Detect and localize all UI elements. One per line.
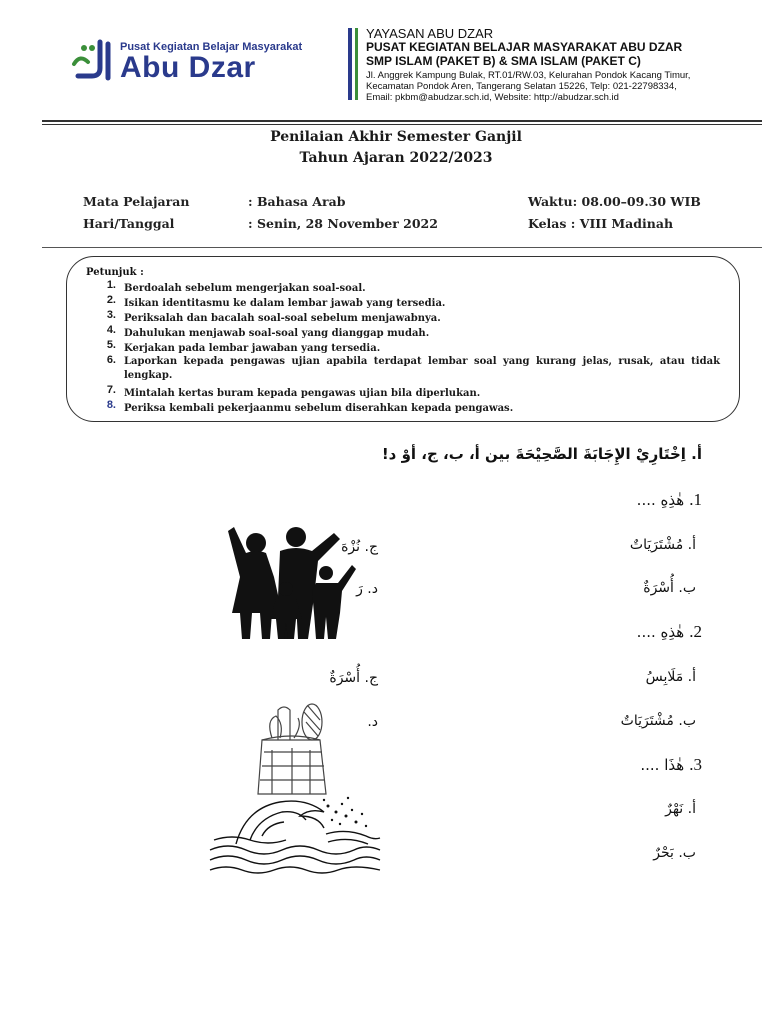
question-2 — [637, 622, 702, 642]
subject-value: : Bahasa Arab — [248, 194, 346, 209]
grocery-bag-icon — [232, 700, 342, 800]
option-d: د. رَ — [356, 581, 378, 597]
section-heading: أ. اِخْتَارِيْ الإِجَابَةَ الصَّحِيْحَةَ بين أ، ب، ج، أوْ د! — [381, 445, 702, 463]
question-number: 3. — [689, 755, 702, 774]
day-label: Hari/Tanggal — [83, 216, 175, 231]
exam-time: Waktu: 08.00–09.30 WIB — [528, 194, 701, 209]
foundation-name: YAYASAN ABU DZAR — [366, 26, 494, 41]
instruction-text: Dahulukan menjawab soal-soal yang dianggap mudah. — [124, 328, 430, 339]
instruction-text: Berdoalah sebelum mengerjakan soal-soal. — [124, 283, 366, 294]
class-info: Kelas : VIII Madinah — [528, 216, 674, 231]
instruction-text: Isikan identitasmu ke dalam lembar jawab yang tersedia. — [124, 298, 446, 309]
question-stem: هٰذَا .... — [640, 756, 685, 774]
institution-name: PUSAT KEGIATAN BELAJAR MASYARAKAT ABU DZAR — [366, 40, 683, 54]
question-1 — [637, 490, 702, 510]
subject-label: Mata Pelajaran — [83, 194, 190, 209]
option-c: ج. أُسْرَةٌ — [329, 670, 378, 686]
instructions-label: Petunjuk : — [86, 267, 144, 278]
instruction-number: 8. — [106, 399, 116, 411]
address-line: Jl. Anggrek Kampung Bulak, RT.01/RW.03, Kelurahan Pondok Kacang Timur, — [366, 70, 691, 81]
header-divider-blue — [348, 28, 352, 100]
question-number: 1. — [689, 490, 702, 509]
instruction-number: 5. — [106, 339, 116, 351]
header-rule-thin — [42, 124, 762, 125]
instruction-number: 4. — [106, 324, 116, 336]
instruction-text: Periksalah dan bacalah soal-soal sebelum menjawabnya. — [124, 313, 441, 324]
option-d: د. — [367, 714, 378, 730]
instruction-text: Mintalah kertas buram kepada pengawas ujian bila diperlukan. — [124, 388, 481, 399]
day-value: : Senin, 28 November 2022 — [248, 216, 438, 231]
info-rule — [42, 247, 762, 248]
option-b: ب. مُشْتَرَيَاتٌ — [620, 713, 696, 729]
option-a: أ. مُشْتَرَيَاتٌ — [629, 537, 696, 553]
logo-tagline: Pusat Kegiatan Belajar Masyarakat — [120, 41, 303, 53]
exam-year: Tahun Ajaran 2022/2023 — [299, 150, 493, 166]
option-c: ج. نُزْهَ — [341, 539, 378, 555]
logo-glyph-icon — [70, 38, 114, 86]
option-a: أ. نَهْرٌ — [665, 801, 696, 817]
header-rule — [42, 120, 762, 122]
logo-name: Abu Dzar — [120, 51, 256, 84]
family-icon — [222, 527, 358, 647]
question-number: 2. — [689, 622, 702, 641]
header-divider-green — [355, 28, 358, 100]
instruction-text: Periksa kembali pekerjaanmu sebelum diserahkan kepada pengawas. — [124, 403, 514, 414]
instruction-text: Laporkan kepada pengawas ujian apabila terdapat lembar soal yang kurang jelas, rusak, atau tidak lengkap. — [124, 356, 720, 381]
instruction-number: 3. — [106, 309, 116, 321]
question-stem: هٰذِهِ .... — [636, 623, 685, 641]
instruction-number: 2. — [106, 294, 116, 306]
instruction-text: Kerjakan pada lembar jawaban yang tersedia. — [124, 343, 381, 354]
sea-wave-icon — [206, 794, 384, 880]
school-programs: SMP ISLAM (PAKET B) & SMA ISLAM (PAKET C) — [366, 54, 641, 68]
option-b: ب. بَحْرٌ — [653, 845, 696, 861]
instruction-number: 7. — [106, 384, 116, 396]
exam-title: Penilaian Akhir Semester Ganjil — [270, 129, 522, 145]
option-b: ب. أُسْرَةٌ — [643, 580, 696, 596]
address-line: Email: pkbm@abudzar.sch.id, Website: http://abudzar.sch.id — [366, 92, 619, 103]
question-stem: هٰذِهِ .... — [636, 491, 685, 509]
address-line: Kecamatan Pondok Aren, Tangerang Selatan 15226, Telp: 021-22798334, — [366, 81, 677, 92]
option-a: أ. مَلَابِسُ — [645, 669, 696, 685]
instruction-number: 1. — [106, 279, 116, 291]
instruction-number: 6. — [106, 354, 116, 366]
question-3 — [640, 755, 702, 775]
